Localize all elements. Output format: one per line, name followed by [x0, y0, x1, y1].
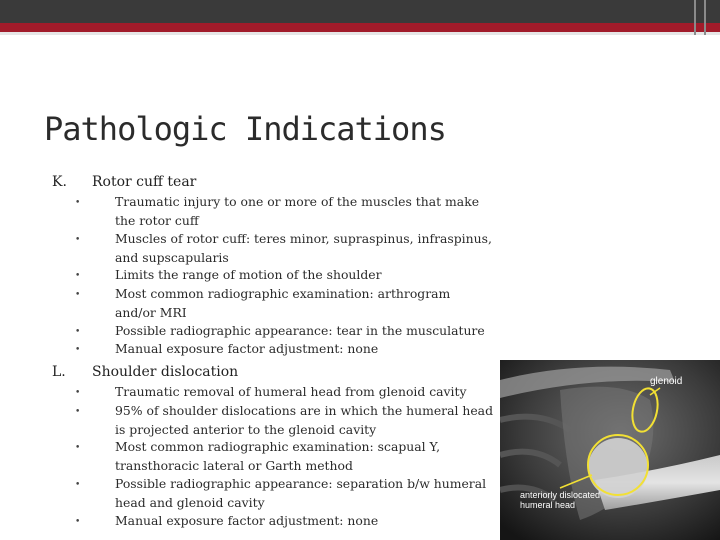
top-bar — [0, 0, 720, 23]
bullet: • — [75, 407, 81, 417]
page-title: Pathologic Indications — [44, 110, 446, 148]
bullet: • — [75, 198, 81, 208]
section-heading: Rotor cuff tear — [92, 174, 197, 190]
humeral-label-line2: humeral head — [520, 500, 576, 510]
section-letter: L. — [52, 364, 66, 380]
corner-line — [704, 0, 706, 35]
bullet: • — [75, 327, 81, 337]
bullet: • — [75, 480, 81, 490]
humeral-label-line1: anteriorly dislocated — [520, 490, 601, 500]
divider — [0, 32, 720, 35]
corner-line — [694, 0, 696, 35]
bullet: • — [75, 443, 81, 453]
bullet: • — [75, 388, 81, 398]
bullet: • — [75, 235, 81, 245]
bullet: • — [75, 271, 81, 281]
list-item: Manual exposure factor adjustment: none — [115, 341, 379, 356]
list-item: Limits the range of motion of the shoulder — [115, 267, 382, 282]
list-item: Traumatic injury to one or more of the muscles that make the rotor cuff — [115, 194, 480, 228]
list-item: Traumatic removal of humeral head from glenoid cavity — [115, 384, 467, 399]
bullet: • — [75, 517, 81, 527]
list-item: Most common radiographic examination: arthrogram and/or MRI — [115, 286, 451, 320]
list-item: Possible radiographic appearance: tear in the musculature — [115, 323, 485, 338]
section-heading: Shoulder dislocation — [92, 364, 239, 380]
section-letter: K. — [52, 174, 67, 190]
list-item: Manual exposure factor adjustment: none — [115, 513, 379, 528]
xray-image — [500, 360, 720, 540]
bullet: • — [75, 290, 81, 300]
list-item: Muscles of rotor cuff: teres minor, supraspinus, infraspinus, and supscapularis — [115, 231, 492, 265]
list-item: Possible radiographic appearance: separation b/w humeral head and glenoid cavity — [115, 476, 487, 510]
list-item: 95% of shoulder dislocations are in which the humeral head is projected anterior to the glenoid cavity — [115, 403, 493, 437]
accent-stripe — [0, 23, 720, 32]
bullet: • — [75, 345, 81, 355]
list-item: Most common radiographic examination: scapual Y, transthoracic lateral or Garth method — [115, 439, 441, 473]
glenoid-label: glenoid — [650, 376, 683, 387]
